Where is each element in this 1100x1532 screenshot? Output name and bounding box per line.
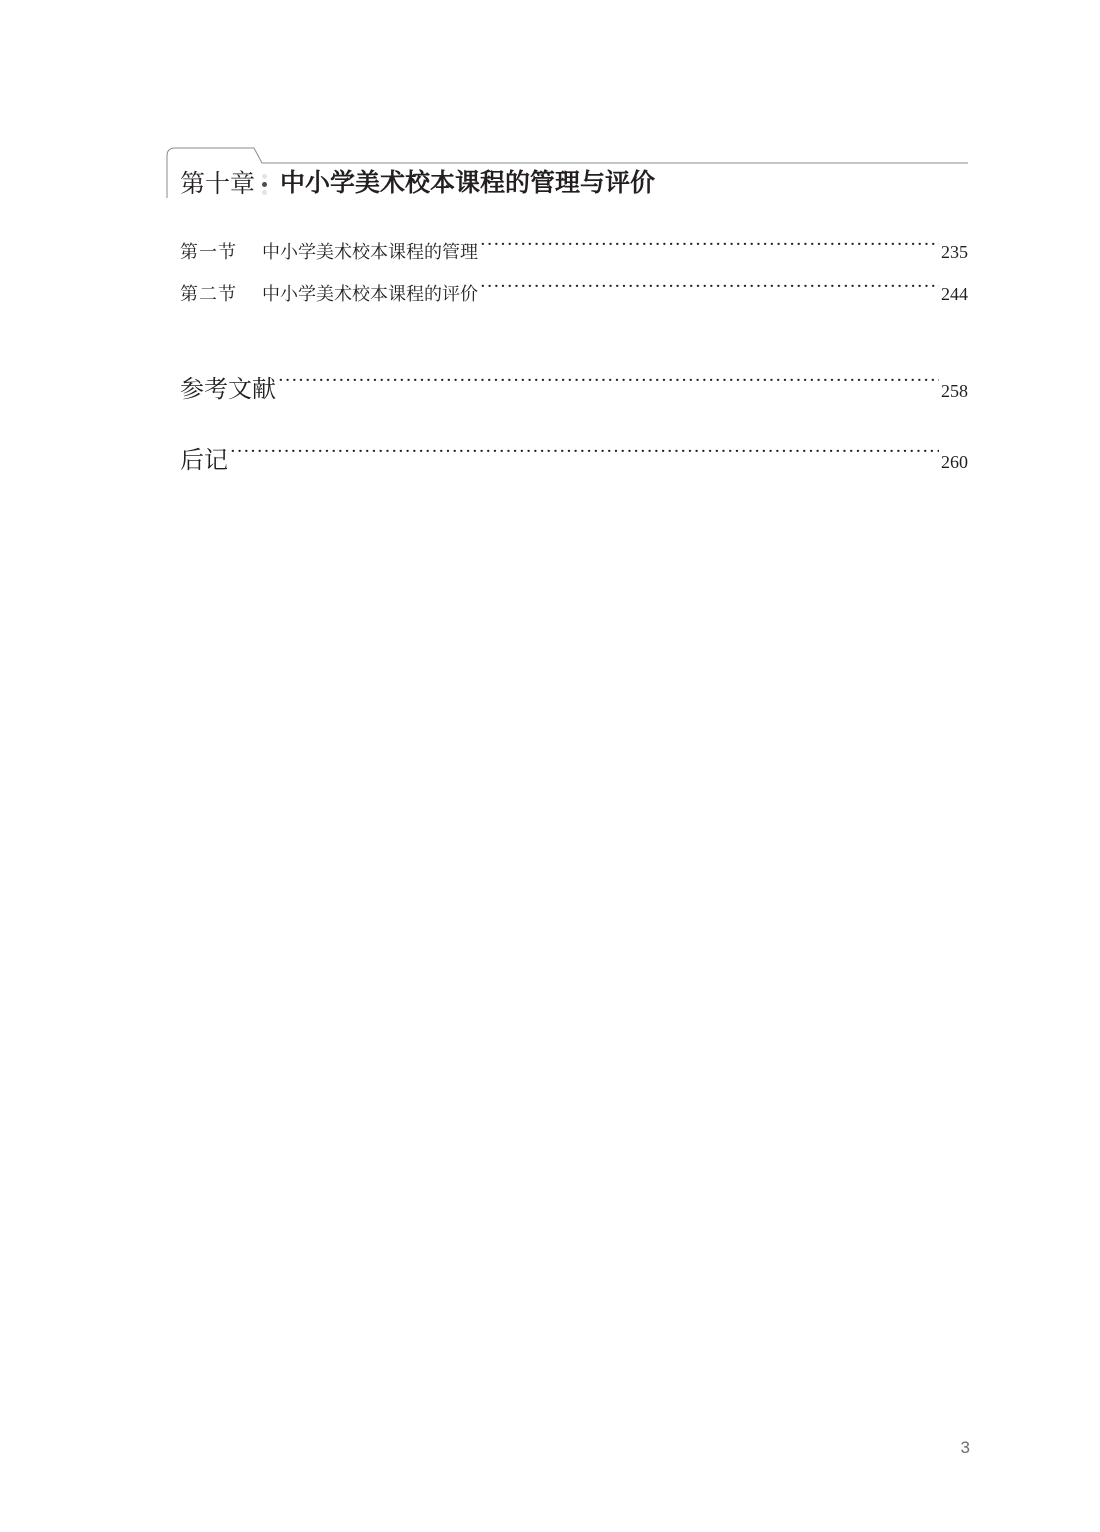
chapter-number: 第十章: [180, 169, 256, 198]
toc-section-entry[interactable]: [180, 278, 968, 307]
back-matter-title: 后记: [180, 445, 228, 474]
dot-leader: [278, 368, 939, 397]
dot-leader: [480, 236, 939, 258]
toc-back-matter-entry[interactable]: [180, 439, 968, 477]
dot-leader: [480, 278, 939, 300]
section-page-number: 235: [941, 241, 968, 262]
back-matter-page-number: 260: [941, 451, 968, 472]
back-matter-page-number: 258: [941, 380, 968, 401]
dot-leader: [230, 439, 939, 468]
section-title: 中小学美术校本课程的管理: [262, 241, 478, 263]
back-matter-title: 参考文献: [180, 374, 276, 403]
section-label: 第一节: [180, 241, 237, 263]
section-label: 第二节: [180, 283, 237, 305]
folio-page-number: 3: [960, 1438, 970, 1457]
chapter-separator-dots: [262, 174, 268, 196]
section-title: 中小学美术校本课程的评价: [262, 283, 478, 305]
chapter-title[interactable]: 中小学美术校本课程的管理与评价: [280, 168, 656, 197]
section-page-number: 244: [941, 283, 968, 304]
toc-back-matter-entry[interactable]: [180, 368, 968, 406]
toc-section-entry[interactable]: [180, 236, 968, 265]
